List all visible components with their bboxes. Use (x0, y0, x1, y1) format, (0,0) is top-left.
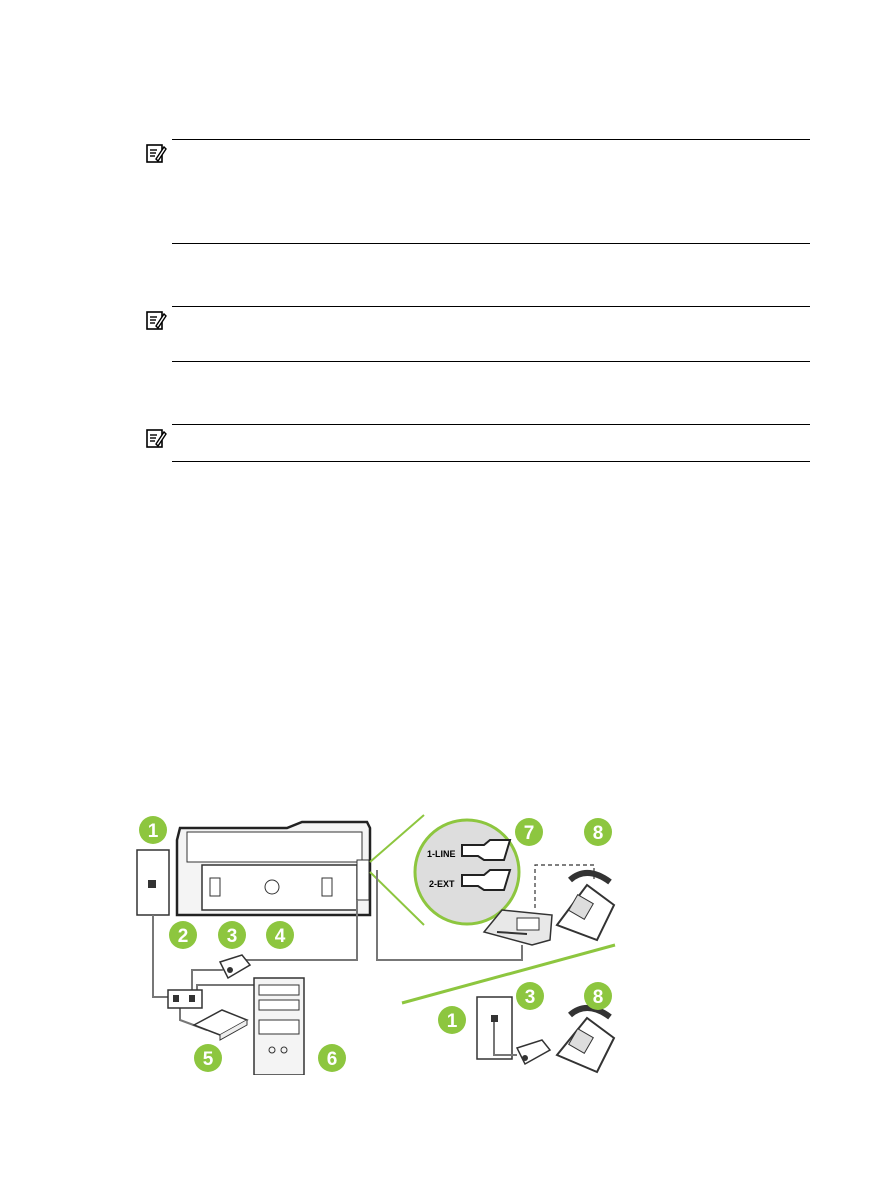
note-top-rule (172, 306, 810, 307)
note-block-1 (145, 139, 810, 244)
note-top-rule (172, 424, 810, 425)
callout-6 (318, 1044, 346, 1072)
callout-2 (169, 921, 197, 949)
svg-text:8: 8 (592, 823, 604, 844)
telephone-icon-alt (557, 1008, 614, 1072)
svg-text:1: 1 (446, 1011, 458, 1032)
svg-text:8: 8 (592, 987, 604, 1008)
callout-8 (584, 818, 612, 846)
note-bottom-rule (172, 461, 810, 462)
callout-1-alt (438, 1006, 466, 1034)
callout-5 (194, 1044, 222, 1072)
note-icon (145, 142, 167, 164)
port-label-ext: 2-EXT (429, 879, 455, 889)
note-top-rule (172, 139, 810, 140)
callout-8-alt (584, 982, 612, 1010)
callout-1 (139, 816, 167, 844)
printer-rear-icon (177, 822, 370, 915)
callout-7 (515, 818, 543, 846)
note-bottom-rule (172, 243, 810, 244)
note-bottom-rule (172, 361, 810, 362)
svg-text:2: 2 (177, 926, 189, 947)
dsl-splitter-icon (168, 990, 202, 1008)
note-block-2 (145, 306, 810, 362)
computer-tower-icon (254, 978, 304, 1075)
dsl-filter-icon (220, 955, 250, 978)
note-icon (145, 309, 167, 331)
svg-text:3: 3 (226, 926, 238, 947)
note-icon (145, 427, 167, 449)
svg-text:1: 1 (147, 821, 159, 842)
svg-text:7: 7 (523, 823, 535, 844)
wall-jack-1 (137, 850, 169, 915)
svg-text:4: 4 (274, 926, 286, 947)
note-block-3 (145, 424, 810, 462)
dsl-filter-icon-alt (517, 1040, 550, 1064)
telephone-icon (557, 873, 614, 940)
callout-4 (266, 921, 294, 949)
svg-text:6: 6 (326, 1049, 338, 1070)
svg-text:3: 3 (524, 987, 536, 1008)
alternative-divider-line (402, 945, 615, 1003)
port-label-line: 1-LINE (427, 849, 456, 859)
dsl-modem-icon (194, 1010, 247, 1040)
callout-3 (218, 921, 246, 949)
callout-3-alt (516, 982, 544, 1010)
fax-setup-diagram (132, 810, 632, 1075)
svg-text:5: 5 (202, 1049, 214, 1070)
